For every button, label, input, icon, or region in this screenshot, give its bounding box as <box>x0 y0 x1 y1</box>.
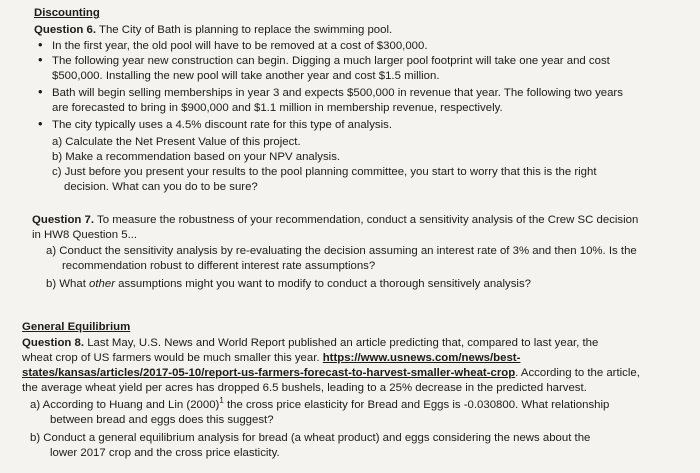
question-8-line-3 <box>22 366 640 380</box>
q6-bullet-2: The following year new construction can begin. Digging a much larger pool footprint will take one year and cost <box>52 55 610 67</box>
q6-bullet-1: In the first year, the old pool will have to be removed at a cost of $300,000. <box>52 40 428 52</box>
question-7-text-cont: in HW8 Question 5... <box>32 229 138 241</box>
q6-part-b: b) Make a recommendation based on your NPV analysis. <box>52 151 341 163</box>
section-heading-general-equilibrium: General Equilibrium <box>22 321 131 333</box>
q8-part-a-cont: between bread and eggs does this suggest? <box>50 414 274 426</box>
q8-part-a <box>30 398 609 412</box>
q6-part-a: a) Calculate the Net Present Value of this project. <box>52 136 301 148</box>
q6-bullet-3: Bath will begin selling memberships in year 3 and expects $500,000 in revenue that year. The following two years <box>52 87 623 99</box>
question-8-label: Question 8. <box>22 337 85 349</box>
q7-part-a: a) Conduct the sensitivity analysis by re-evaluating the decision assuming an interest rate of 3% and then 10%. Is the <box>46 245 637 257</box>
bullet-dot-icon: • <box>38 84 43 99</box>
question-8-line-2 <box>22 351 520 365</box>
bullet-dot-icon: • <box>38 52 43 67</box>
question-8-line-3-text: . According to the article, <box>515 367 640 379</box>
question-8-line-4: the average wheat yield per acres has dropped 6.5 bushels, leading to a 25% decrease in the predicted harvest. <box>22 382 587 394</box>
q7-part-b-emphasis: other <box>89 278 116 290</box>
q7-part-b <box>46 277 531 291</box>
q7-part-a-cont: recommendation robust to different interest rate assumptions? <box>62 260 376 272</box>
question-8-intro <box>22 336 598 350</box>
bullet-dot-icon: • <box>38 37 43 52</box>
q8-part-b-cont: lower 2017 crop and the cross price elasticity. <box>50 447 280 459</box>
q7-part-b-post: assumptions might you want to modify to conduct a thorough sensitively analysis? <box>115 278 531 290</box>
question-6-label: Question 6. <box>34 24 97 36</box>
footnote-marker: 1 <box>219 396 224 406</box>
q6-part-c-cont: decision. What can you do to be sure? <box>64 181 258 193</box>
question-8-text: Last May, U.S. News and World Report published an article predicting that, compared to last year, the <box>87 337 599 349</box>
q8-part-a-post: the cross price elasticity for Bread and Eggs is -0.030800. What relationship <box>223 399 610 411</box>
question-7-intro <box>32 213 638 227</box>
q6-bullet-3-cont: are forecasted to bring in $900,000 and $1.1 million in membership revenue, respectively. <box>52 102 503 114</box>
q7-part-b-pre: b) What <box>46 278 90 290</box>
question-7-label: Question 7. <box>32 214 95 226</box>
article-link-part-1[interactable]: https://www.usnews.com/news/best- <box>322 352 521 364</box>
question-8-line-2-text: wheat crop of US farmers would be much smaller this year. <box>22 352 320 364</box>
q6-bullet-4: The city typically uses a 4.5% discount rate for this type of analysis. <box>52 119 392 131</box>
question-7-text: To measure the robustness of your recommendation, conduct a sensitivity analysis of the Crew SC decision <box>97 214 639 226</box>
section-heading-discounting: Discounting <box>34 7 100 19</box>
q6-part-c: c) Just before you present your results to the pool planning committee, you start to worry that this is the right <box>52 166 597 178</box>
question-6-text: The City of Bath is planning to replace the swimming pool. <box>99 24 393 36</box>
question-6-intro <box>34 23 392 37</box>
q8-part-a-pre: a) According to Huang and Lin (2000) <box>30 399 220 411</box>
article-link-part-2[interactable]: states/kansas/articles/2017-05-10/report-us-farmers-forecast-to-harvest-smaller-wheat-crop <box>22 367 516 379</box>
bullet-dot-icon: • <box>38 116 43 131</box>
q6-bullet-2-cont: $500,000. Installing the new pool will take another year and cost $1.5 million. <box>52 70 440 82</box>
q8-part-b: b) Conduct a general equilibrium analysis for bread (a wheat product) and eggs considering the news about the <box>30 432 591 444</box>
